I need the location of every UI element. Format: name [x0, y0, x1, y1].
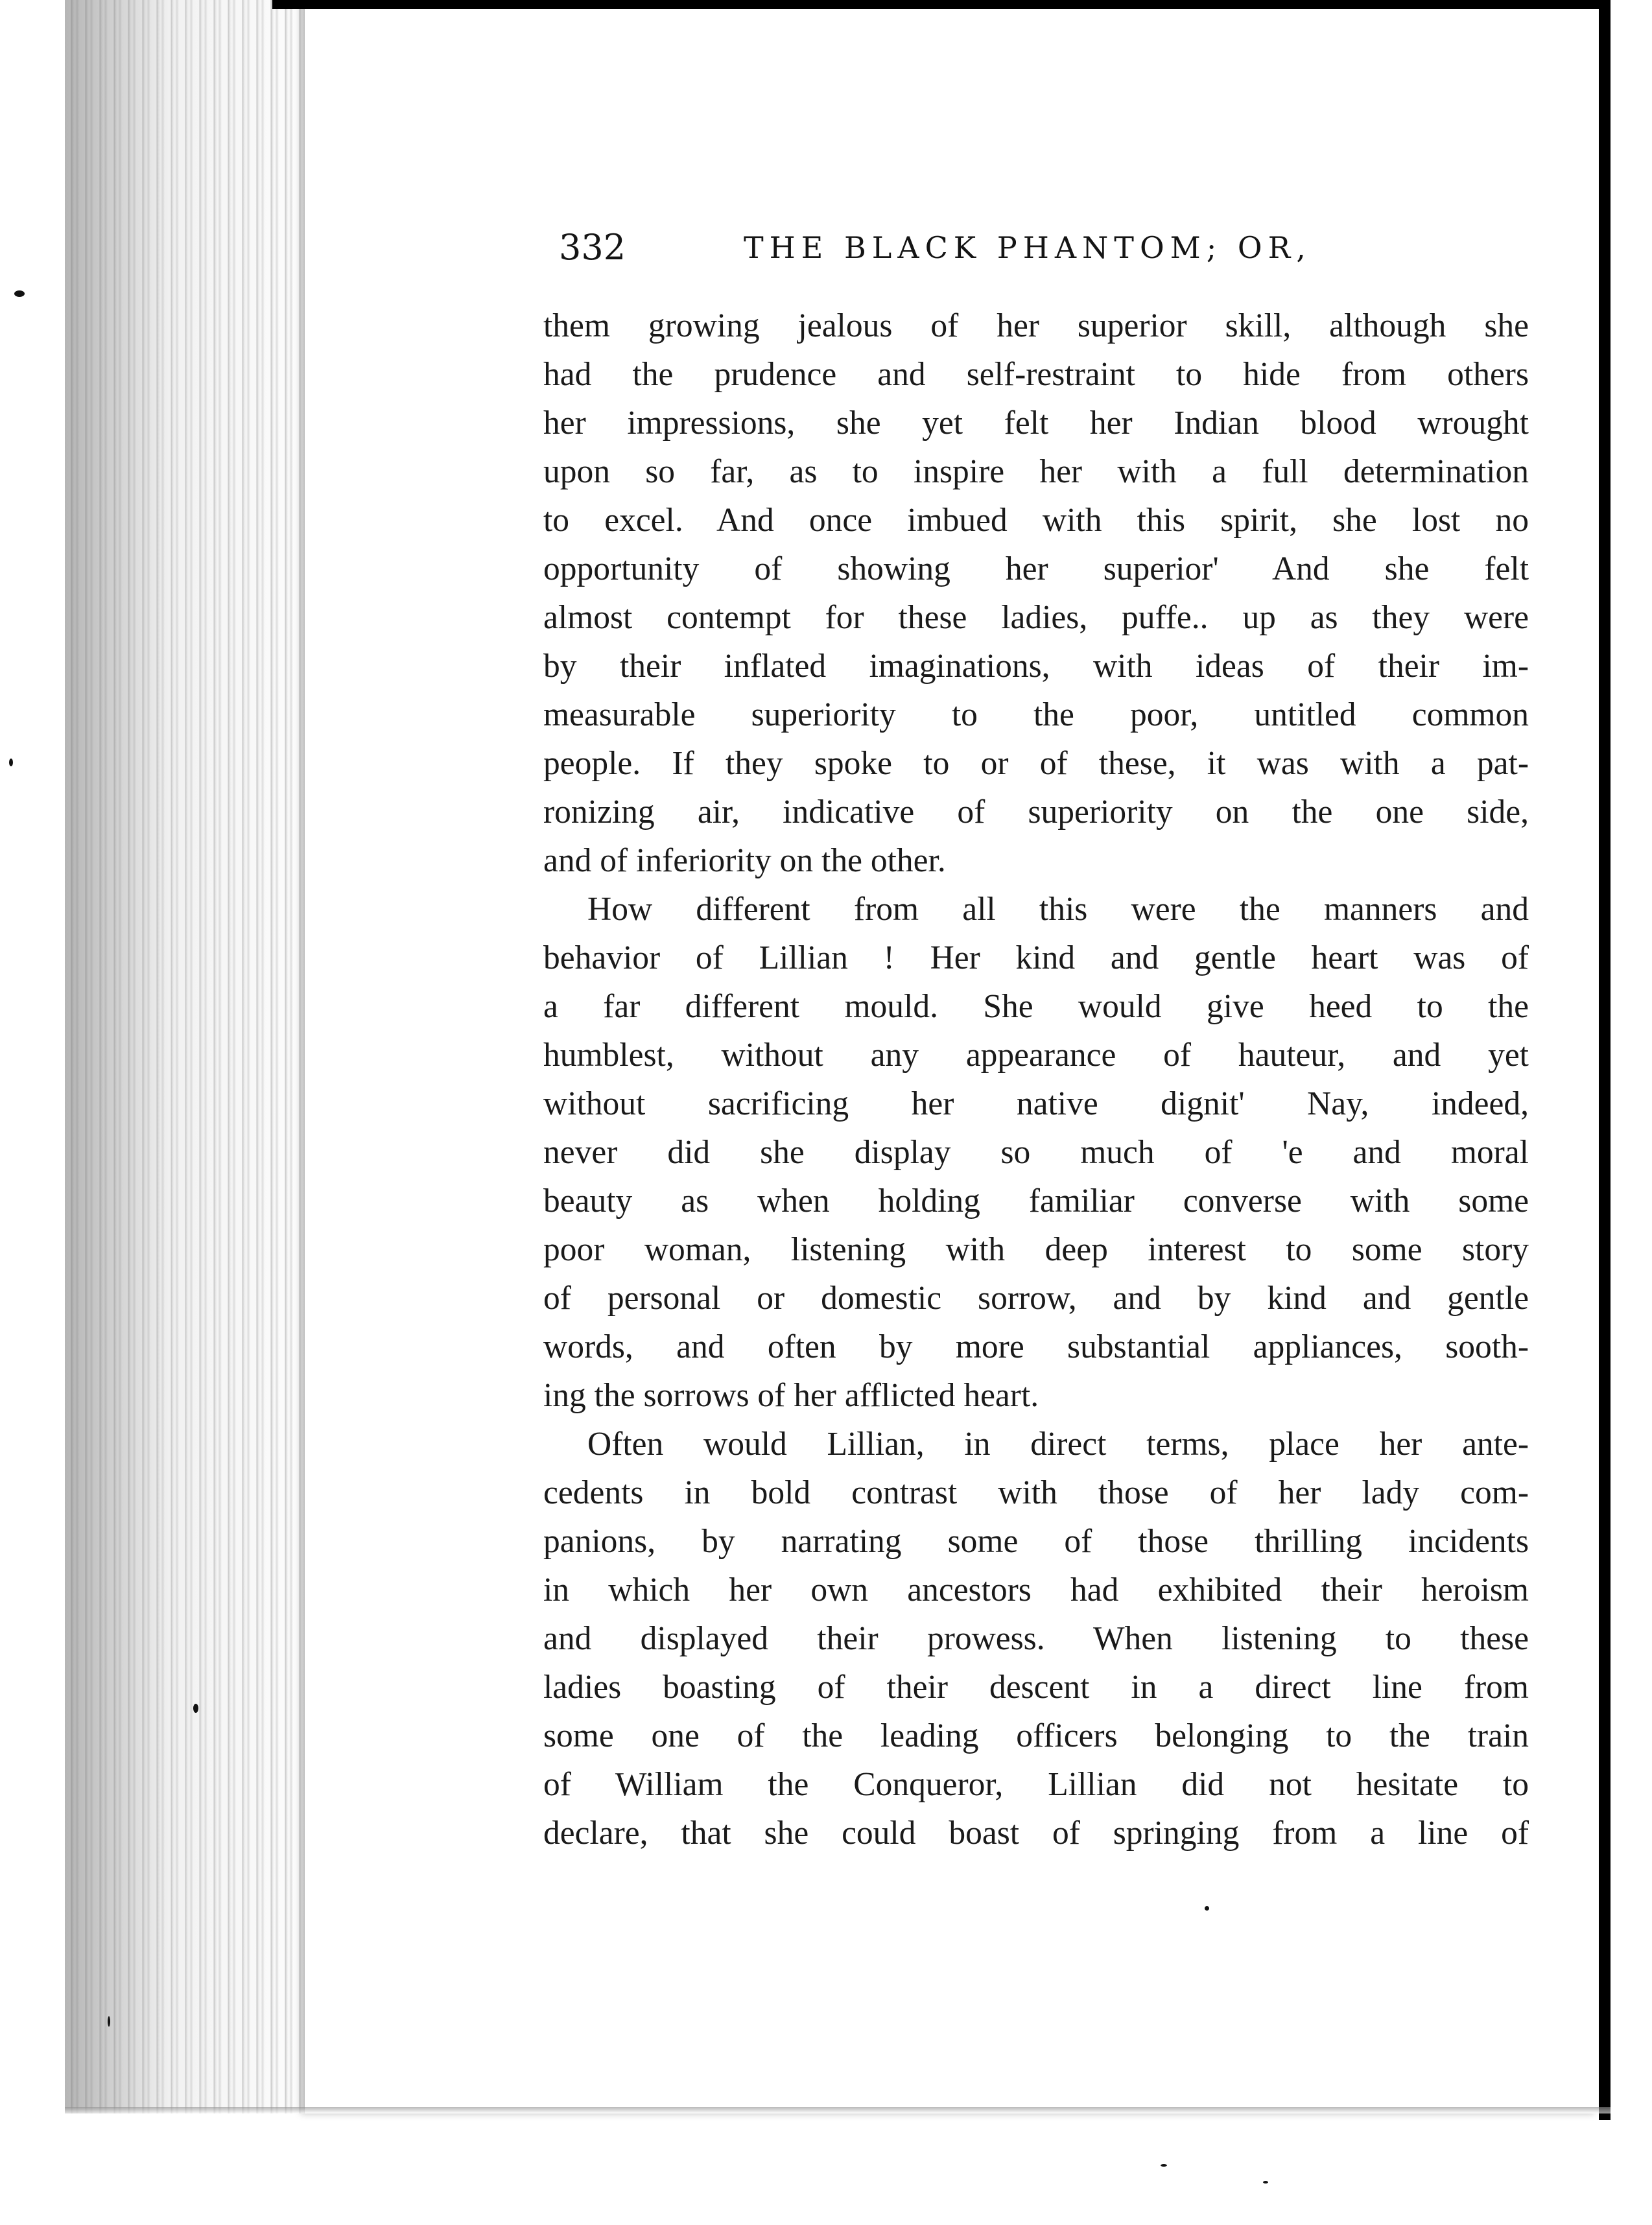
- text-line: them growing jealous of her superior skill, although she: [543, 307, 1529, 344]
- text-line: had the prudence and self-restraint to hide from others: [543, 356, 1529, 393]
- top-border: [272, 0, 1608, 9]
- scan-speck: [1263, 2181, 1268, 2184]
- text-line: Often would Lillian, in direct terms, place her ante-: [587, 1426, 1529, 1463]
- text-line: cedents in bold contrast with those of her lady com-: [543, 1474, 1529, 1511]
- body-text: [543, 301, 1529, 1857]
- text-line: of William the Conqueror, Lillian did not hesitate to: [543, 1766, 1529, 1803]
- text-line: measurable superiority to the poor, untitled common: [543, 696, 1529, 733]
- text-line: ronizing air, indicative of superiority on the one side,: [543, 794, 1529, 830]
- text-line: humblest, without any appearance of hauteur, and yet: [543, 1037, 1529, 1074]
- text-line: ladies boasting of their descent in a direct line from: [543, 1669, 1529, 1706]
- text-line: a far different mould. She would give heed to the: [543, 988, 1529, 1025]
- binding-shadow: [65, 0, 331, 2113]
- text-line: behavior of Lillian ! Her kind and gentle heart was of: [543, 939, 1529, 976]
- paragraph: [543, 301, 1529, 885]
- text-line: of personal or domestic sorrow, and by kind and gentle: [543, 1280, 1529, 1317]
- text-line: declare, that she could boast of springing from a line of: [543, 1815, 1529, 1852]
- text-line: panions, by narrating some of those thrilling incidents: [543, 1523, 1529, 1560]
- text-line: her impressions, she yet felt her Indian blood wrought: [543, 405, 1529, 441]
- right-margin: [1611, 0, 1652, 2225]
- text-line: and of inferiority on the other.: [543, 842, 946, 879]
- paragraph: [543, 1420, 1529, 1857]
- text-line: opportunity of showing her superior' And she felt: [543, 550, 1529, 587]
- scan-speck: [193, 1704, 198, 1713]
- scan-speck: [1161, 2164, 1167, 2167]
- scan-speck: [1205, 1906, 1209, 1911]
- text-line: and displayed their prowess. When listening to these: [543, 1620, 1529, 1657]
- scan-speck: [14, 290, 25, 297]
- text-line: never did she display so much of 'e and moral: [543, 1134, 1529, 1171]
- text-line: beauty as when holding familiar converse with some: [543, 1183, 1529, 1219]
- running-title: THE BLACK PHANTOM; OR,: [744, 230, 1312, 265]
- scan-speck: [108, 2016, 110, 2027]
- text-line: How different from all this were the manners and: [587, 891, 1529, 928]
- text-line: some one of the leading officers belonging to the train: [543, 1717, 1529, 1754]
- text-line: ing the sorrows of her afflicted heart.: [543, 1377, 1039, 1414]
- paragraph: [543, 885, 1529, 1420]
- right-border: [1599, 0, 1611, 2120]
- text-line: upon so far, as to inspire her with a full determination: [543, 453, 1529, 490]
- scan-speck: [9, 759, 13, 766]
- text-line: without sacrificing her native dignit' Nay, indeed,: [543, 1085, 1529, 1122]
- bottom-edge: [65, 2107, 1611, 2113]
- text-line: people. If they spoke to or of these, it was with a pat-: [543, 745, 1529, 782]
- text-line: by their inflated imaginations, with ideas of their im-: [543, 648, 1529, 685]
- text-line: almost contempt for these ladies, puffe.. up as they were: [543, 599, 1529, 636]
- page-header: [559, 222, 1499, 274]
- page-number: 332: [559, 227, 626, 268]
- text-line: poor woman, listening with deep interest to some story: [543, 1231, 1529, 1268]
- text-line: in which her own ancestors had exhibited their heroism: [543, 1572, 1529, 1608]
- text-line: to excel. And once imbued with this spirit, she lost no: [543, 502, 1529, 539]
- text-line: words, and often by more substantial appliances, sooth-: [543, 1328, 1529, 1365]
